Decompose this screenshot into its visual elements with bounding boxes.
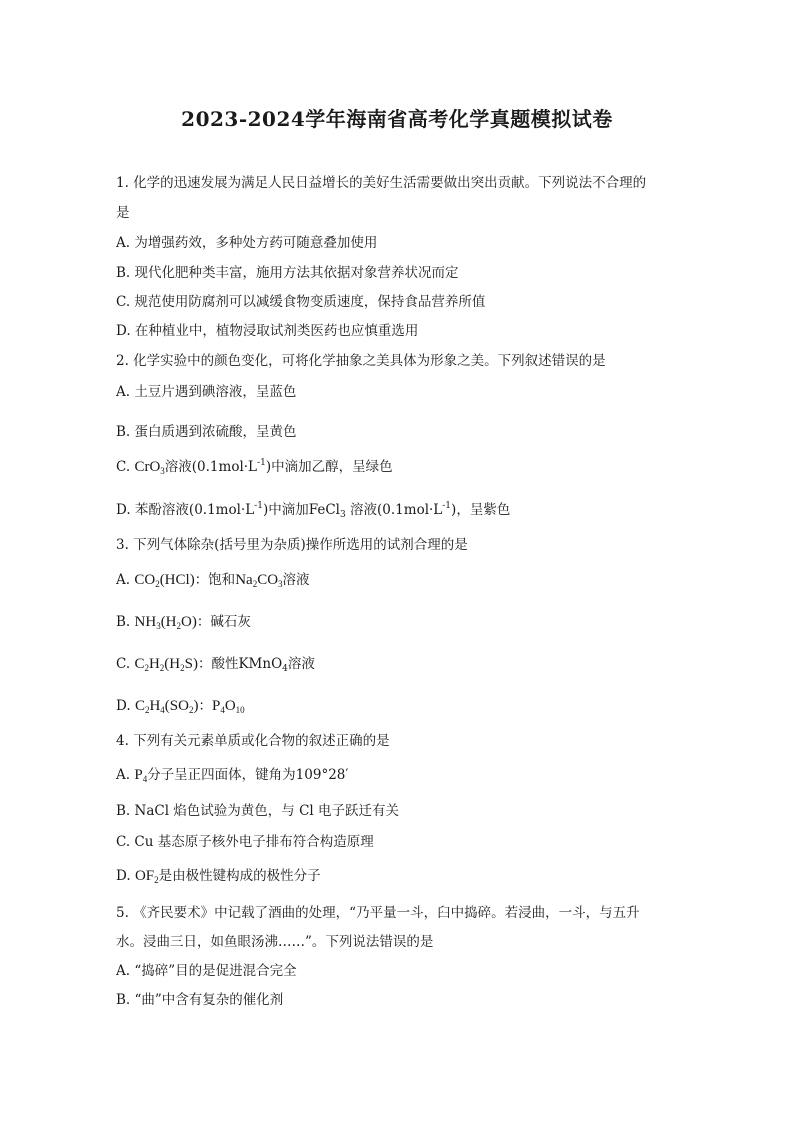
q5-stem-line1: 5. 《齐民要术》中记载了酒曲的处理，“乃平量一斗，臼中捣碎。若浸曲，一斗，与五升 bbox=[116, 905, 640, 921]
q2d-mid2: 溶液(0.1mol·L bbox=[345, 502, 443, 518]
formula-nh3-h2o: $NH_3(H_2O)$ bbox=[134, 614, 197, 631]
q5-stem-line2: 水。浸曲三日，如鱼眼汤沸……”。下列说法错误的是 bbox=[116, 934, 434, 950]
q3-stem: 3. 下列气体除杂(括号里为杂质)操作所选用的试剂合理的是 bbox=[116, 537, 468, 553]
superscript-minus1: -1 bbox=[257, 458, 266, 468]
q2-stem: 2. 化学实验中的颜色变化，可将化学抽象之美具体为形象之美。下列叙述错误的是 bbox=[116, 353, 606, 369]
page-title: 2023-2024学年海南省高考化学真题模拟试卷 bbox=[181, 107, 613, 131]
q1-option-d: D. 在种植业中，植物浸取试剂类医药也应慎重选用 bbox=[116, 323, 419, 339]
q1-stem-line2: 是 bbox=[116, 205, 130, 221]
q2-option-b: B. 蛋白质遇到浓硫酸，呈黄色 bbox=[116, 424, 297, 440]
formula-p4o10: $P_4O_{10}$ bbox=[211, 698, 245, 715]
formula-c2h4-so2: $C_2H_4(SO_2)$ bbox=[134, 698, 199, 715]
formula-of2: $OF_2$ bbox=[134, 868, 159, 885]
q2d-mid: )中滴加FeCl bbox=[262, 502, 340, 518]
q4-option-a: A. $P_4$分子呈正四面体，键角为109°28′ bbox=[116, 767, 349, 784]
q1-option-b: B. 现代化肥种类丰富，施用方法其依据对象营养状况而定 bbox=[116, 265, 459, 281]
q3-option-a: A. $CO_2(HCl)$：饱和$Na_2CO_3$溶液 bbox=[116, 572, 310, 589]
q3-option-c: C. $C_2H_2(H_2S)$：酸性KMnO$_4$溶液 bbox=[116, 656, 315, 674]
formula-cro3: CrO$_3$ bbox=[134, 459, 165, 476]
q4-stem: 4. 下列有关元素单质或化合物的叙述正确的是 bbox=[116, 733, 390, 749]
q4-option-c: C. Cu 基态原子核外电子排布符合构造原理 bbox=[116, 834, 374, 850]
q2d-label: D. 苯酚溶液(0.1mol·L bbox=[116, 502, 255, 518]
q1-option-a: A. 为增强药效，多种处方药可随意叠加使用 bbox=[116, 235, 378, 251]
q5-option-b: B. “曲”中含有复杂的催化剂 bbox=[116, 992, 284, 1008]
q1-stem-line1: 1. 化学的迅速发展为满足人民日益增长的美好生活需要做出突出贡献。下列说法不合理的 bbox=[116, 175, 647, 191]
formula-co2-hcl: $CO_2(HCl)$ bbox=[134, 572, 195, 589]
q5-option-a: A. “捣碎”目的是促进混合完全 bbox=[116, 963, 297, 979]
q2d-tail: )，呈紫色 bbox=[451, 502, 511, 518]
q4-option-b: B. NaCl 焰色试验为黄色，与 Cl 电子跃迁有关 bbox=[116, 803, 400, 819]
q4-option-d: D. $OF_2$是由极性键构成的极性分子 bbox=[116, 868, 321, 885]
q2-option-c bbox=[116, 458, 393, 476]
q3-option-b: B. $NH_3(H_2O)$：碱石灰 bbox=[116, 614, 251, 631]
q2-option-d: D. 苯酚溶液$(0.1mol\cdot L^{-1})$中滴加FeCl$_3$ 溶液$(0.1mol\cdot L^{-1})$，呈紫色 bbox=[116, 501, 511, 520]
formula-na2co3: $Na_2CO_3$ bbox=[235, 572, 283, 589]
q3-option-d: D. $C_2H_4(SO_2)$：$P_4O_{10}$ bbox=[116, 698, 245, 715]
formula-c2h2-h2s: $C_2H_2(H_2S)$ bbox=[134, 656, 198, 673]
option-label: C. bbox=[116, 459, 131, 475]
q2c-tail: )中滴加乙醇，呈绿色 bbox=[265, 459, 393, 475]
q2c-text: 溶液(0.1mol·L bbox=[164, 459, 258, 475]
q2-option-a: A. 土豆片遇到碘溶液，呈蓝色 bbox=[116, 384, 297, 400]
formula-p4: $P_4$ bbox=[134, 767, 148, 784]
q1-option-c: C. 规范使用防腐剂可以减缓食物变质速度，保持食品营养所值 bbox=[116, 294, 486, 310]
